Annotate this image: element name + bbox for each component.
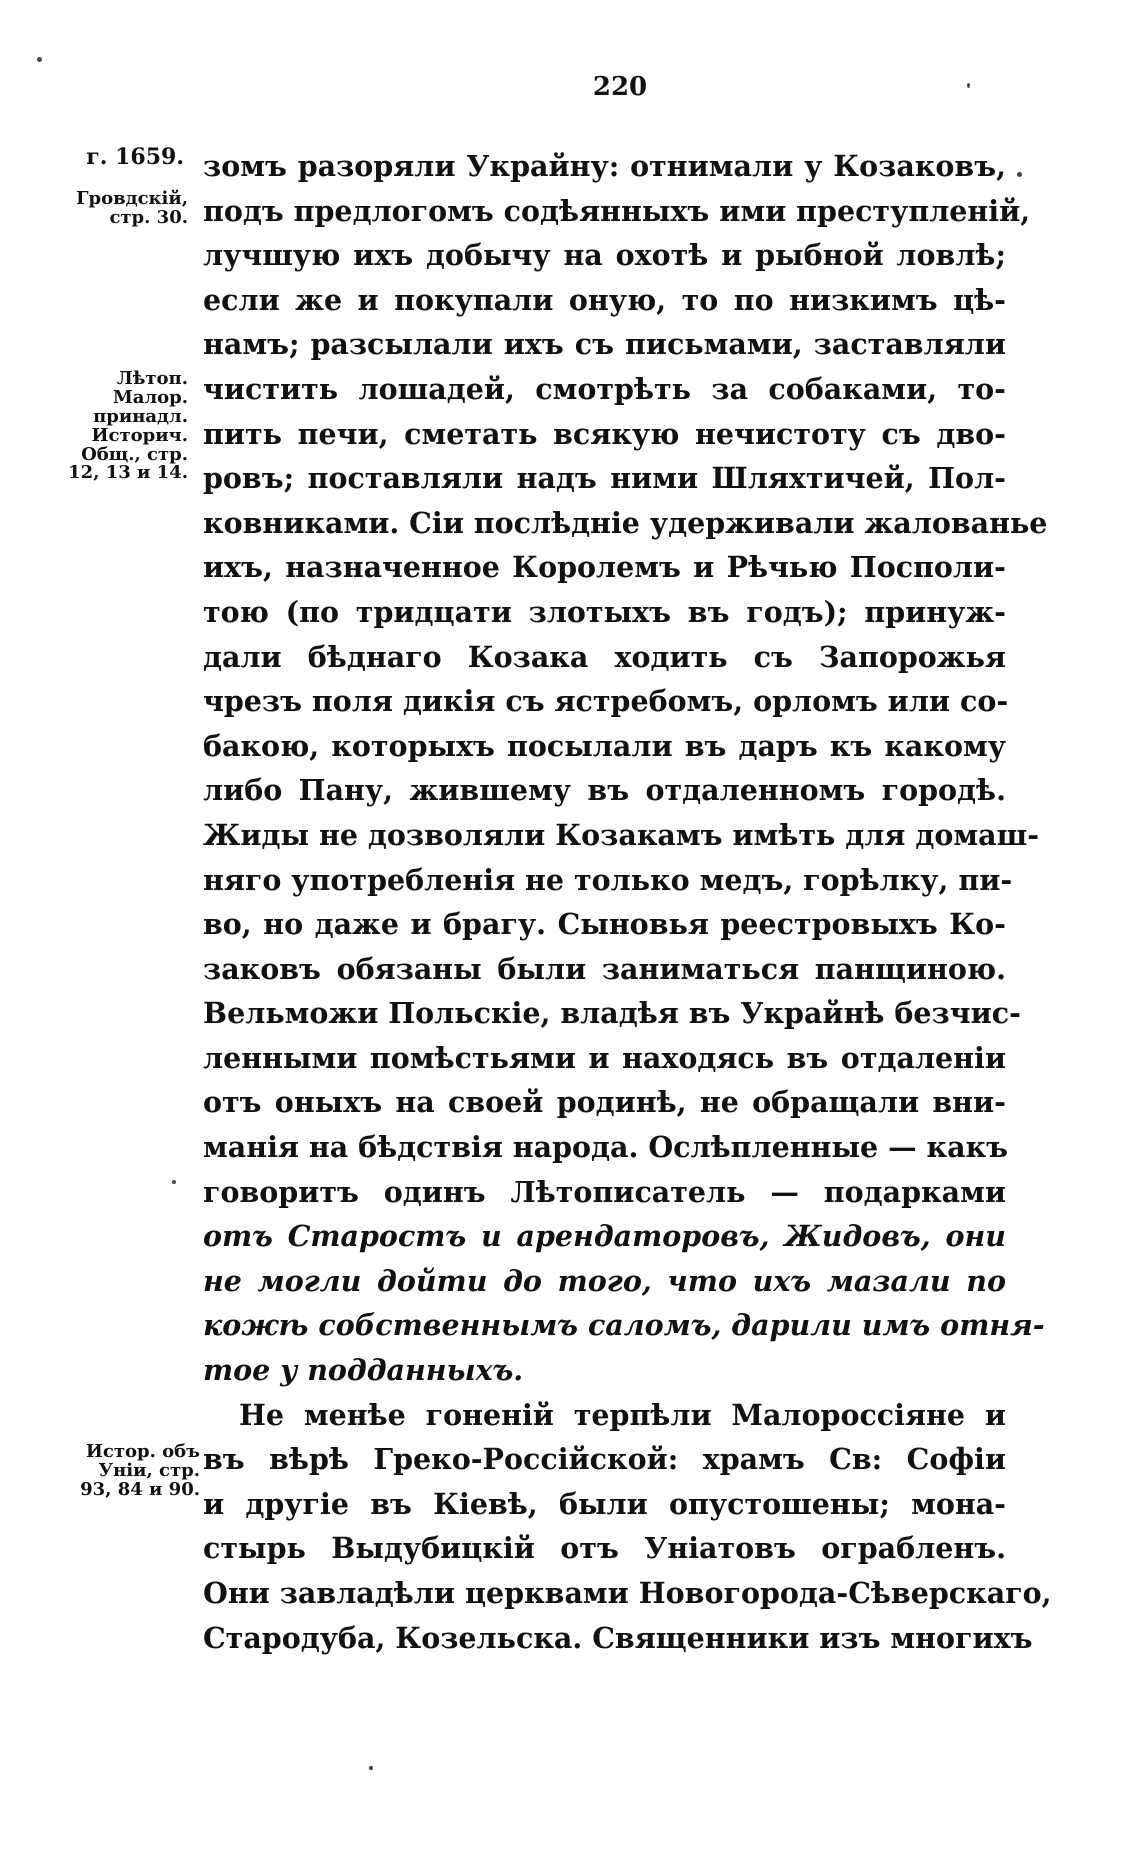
print-speck (1017, 172, 1022, 177)
margin-note-line: 12, 13 и 14. (68, 462, 188, 484)
margin-note-grondsky (52, 190, 188, 228)
text-line: либо Пану, жившему въ отдаленномъ городѣ. (203, 773, 1006, 808)
text-line: чрезъ поля дикія съ ястребомъ, орломъ или со- (203, 684, 1009, 719)
margin-note-line: Лѣтоп. (116, 368, 188, 389)
text-line: говоритъ одинъ Лѣтописатель — подарками (203, 1174, 1006, 1209)
margin-note-line: Истор. объ (85, 1441, 200, 1462)
text-line: не могли дойти до того, что ихъ мазали по (203, 1263, 1006, 1298)
margin-note-line: стр. 30. (109, 206, 188, 228)
print-speck (369, 1766, 373, 1770)
text-line: тое у подданныхъ. (203, 1353, 524, 1388)
text-line: отъ оныхъ на своей родинѣ, не обращали вни- (203, 1085, 1006, 1120)
text-line: во, но даже и брагу. Сыновья реестровыхъ Ко- (203, 907, 1006, 942)
margin-note-line: принадл. (93, 405, 188, 427)
text-line: Вельможи Польскіе, владѣя въ Украйнѣ безчис- (203, 996, 1021, 1031)
margin-note-line: г. 1659. (86, 144, 184, 170)
margin-note-line: Малор. (112, 386, 188, 408)
margin-note-istor (40, 1443, 200, 1500)
text-line: Жиды не дозволяли Козакамъ имѣть для домаш- (203, 817, 1040, 852)
text-line: тою (по тридцати злотыхъ въ годъ); принуж- (203, 594, 1006, 629)
margin-note-line: Уніи, стр. (98, 1459, 200, 1481)
margin-note-line: Общ., стр. (81, 443, 188, 465)
text-line: манія на бѣдствія народа. Ослѣпленные — какъ (203, 1130, 1009, 1165)
text-line: ровъ; поставляли надъ ними Шляхтичей, Пол- (203, 461, 1006, 496)
text-line: кожѣ собственнымъ саломъ, дарили имъ отня- (203, 1308, 1045, 1343)
text-line: отъ Старостъ и арендаторовъ, Жидовъ, они (203, 1219, 1006, 1254)
text-line: Стародуба, Козельска. Священники изъ многихъ (203, 1620, 1033, 1655)
text-line: Не менѣе гоненій терпѣли Малороссіяне и (239, 1397, 1006, 1432)
text-line: чистить лошадей, смотрѣть за собаками, то- (203, 371, 1006, 406)
text-line: дали бѣднаго Козака ходить съ Запорожья (203, 639, 1006, 674)
text-line: пить печи, сметать всякую нечистоту съ дво- (203, 416, 1006, 451)
margin-note-line: Историч. (91, 424, 188, 446)
text-line: въ вѣрѣ Греко-Россійской: храмъ Св: Софіи (203, 1442, 1006, 1477)
margin-note-line: 93, 84 и 90. (80, 1478, 200, 1500)
text-line: ленными помѣстьями и находясь въ отдаленіи (203, 1040, 1006, 1075)
text-line: подъ предлогомъ содѣянныхъ ими преступленій, (203, 193, 1031, 228)
text-line: няго употребленія не только медъ, горѣлку, пи- (203, 862, 1013, 897)
margin-note-letopis (40, 370, 188, 483)
print-speck (967, 83, 970, 88)
print-speck (172, 1180, 176, 1184)
text-line: лучшую ихъ добычу на охотѣ и рыбной ловлѣ; (203, 238, 1006, 273)
text-line: ихъ, назначенное Королемъ и Рѣчью Посполи- (203, 550, 1006, 585)
margin-note-line: Гровдскій, (76, 188, 188, 209)
text-line: и другіе въ Кіевѣ, были опустошены; мона- (203, 1486, 1006, 1521)
text-line: бакою, которыхъ посылали въ даръ къ какому (203, 728, 1006, 763)
margin-note-year (60, 146, 184, 169)
text-line: Они завладѣли церквами Новогорода-Сѣверскаго, (203, 1576, 1052, 1610)
text-line: если же и покупали оную, то по низкимъ цѣ- (203, 282, 1006, 317)
text-line: стырь Выдубицкій отъ Уніатовъ ограбленъ. (203, 1531, 1006, 1566)
page-number: 220 (592, 72, 648, 102)
body-text (203, 144, 1052, 1660)
text-line: ковниками. Сіи послѣдніе удерживали жалованье (203, 505, 1048, 540)
text-line: зомъ разоряли Украйну: отнимали у Козаковъ, (203, 149, 1006, 183)
text-line: заковъ обязаны были заниматься панщиною. (203, 951, 1006, 986)
text-line: намъ; разсылали ихъ съ письмами, заставляли (203, 327, 1006, 362)
print-speck (37, 57, 42, 62)
